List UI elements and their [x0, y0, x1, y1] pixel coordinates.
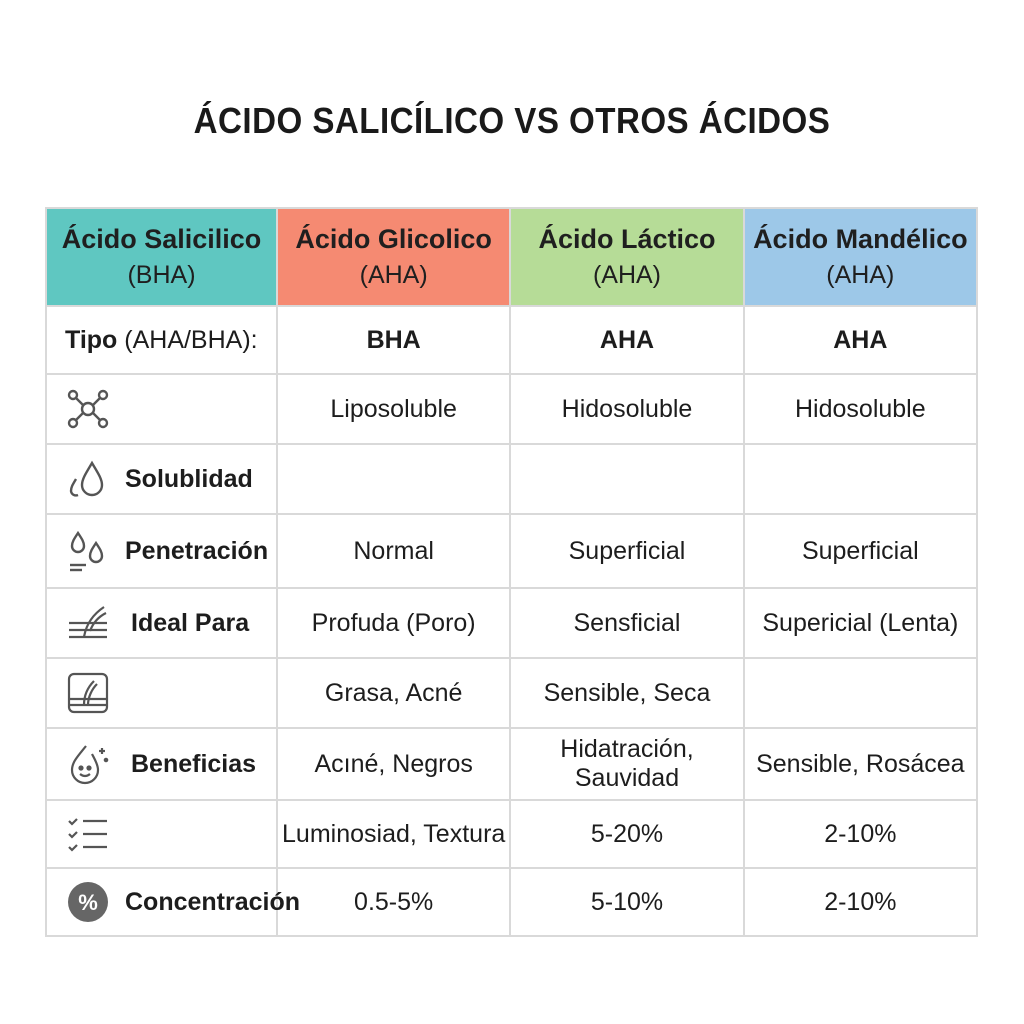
table-cell: Sensficial	[510, 588, 743, 658]
table-cell: Luminosiad, Textura	[277, 800, 510, 868]
penetration-drops-icon	[65, 528, 111, 574]
molecule-icon	[65, 386, 111, 432]
table-cell: AHA	[510, 306, 743, 374]
table-cell: Hidatración, Sauvidad	[510, 728, 743, 800]
table-cell: 2-10%	[744, 800, 977, 868]
row-label-ideal-para: Ideal Para	[46, 588, 277, 658]
row-label-solubilidad: Solublidad	[46, 444, 277, 514]
header-lactico: Ácido Láctico (AHA)	[510, 208, 743, 306]
row-label-concentracion: % Concentración	[46, 868, 277, 936]
table-cell: Normal	[277, 514, 510, 588]
table-row	[46, 306, 977, 374]
table-row	[46, 658, 977, 728]
skin-layers-icon	[65, 600, 111, 646]
header-salicilico: Ácido Salicilico (BHA)	[46, 208, 277, 306]
table-row	[46, 444, 977, 514]
row-label-molecule	[46, 374, 277, 444]
table-row	[46, 868, 977, 936]
table-cell: Sensible, Seca	[510, 658, 743, 728]
header-mandelico: Ácido Mandélico (AHA)	[744, 208, 977, 306]
table-cell	[510, 444, 743, 514]
table-cell: Sensible, Rosácea	[744, 728, 977, 800]
table-cell: 5-20%	[510, 800, 743, 868]
row-label-checklist	[46, 800, 277, 868]
table-cell: 2-10%	[744, 868, 977, 936]
table-row	[46, 728, 977, 800]
row-label-follicle	[46, 658, 277, 728]
table-cell: BHA	[277, 306, 510, 374]
page-title: ÁCIDO SALICÍLICO VS OTROS ÁCIDOS	[193, 100, 831, 141]
table-cell: Hidosoluble	[510, 374, 743, 444]
row-label-tipo: Tipo (AHA/BHA):	[46, 306, 277, 374]
table-cell: Superficial	[744, 514, 977, 588]
table-cell: 0.5-5%	[277, 868, 510, 936]
drops-icon	[65, 456, 111, 502]
row-label-beneficias: Beneficias	[46, 728, 277, 800]
table-row	[46, 514, 977, 588]
table-cell	[744, 658, 977, 728]
header-glicolico: Ácido Glicolico (AHA)	[277, 208, 510, 306]
table-cell: Profuda (Poro)	[277, 588, 510, 658]
table-cell	[744, 444, 977, 514]
table-row	[46, 588, 977, 658]
table-row	[46, 800, 977, 868]
table-cell: Supericial (Lenta)	[744, 588, 977, 658]
row-label-penetracion: Penetración	[46, 514, 277, 588]
table-cell: Grasa, Acné	[277, 658, 510, 728]
percent-icon	[65, 879, 111, 925]
hair-follicle-icon	[65, 670, 111, 716]
table-row	[46, 374, 977, 444]
table-cell: 5-10%	[510, 868, 743, 936]
header-row	[46, 208, 977, 306]
face-sparkle-icon	[65, 741, 111, 787]
checklist-icon	[65, 811, 111, 857]
table-cell: Acıné, Negros	[277, 728, 510, 800]
table-cell: Hidosoluble	[744, 374, 977, 444]
comparison-table	[45, 207, 978, 937]
table-cell: AHA	[744, 306, 977, 374]
table-cell: Superficial	[510, 514, 743, 588]
table-cell: Liposoluble	[277, 374, 510, 444]
svg-text:%: %	[78, 890, 98, 915]
table-cell	[277, 444, 510, 514]
